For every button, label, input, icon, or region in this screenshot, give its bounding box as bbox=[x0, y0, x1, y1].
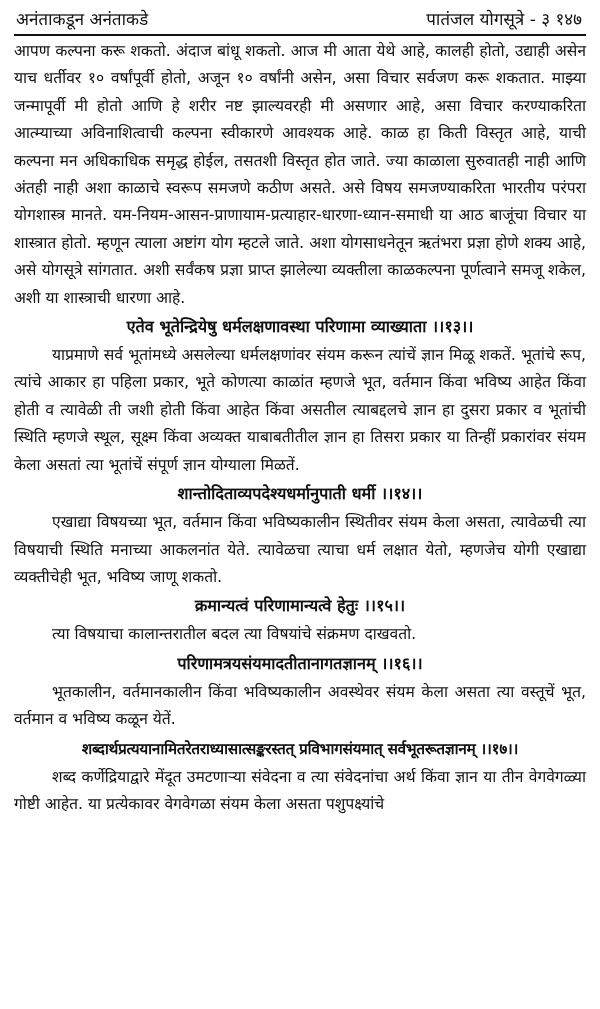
header-book-title: अनंताकडून अनंताकडे bbox=[16, 10, 149, 30]
sutra-heading: क्रमान्यत्वं परिणामान्यत्वे हेतुः ।।१५।। bbox=[194, 596, 406, 616]
sutra-heading: शान्तोदिताव्यपदेश्यधर्मानुपाती धर्मी ।।१४।। bbox=[177, 484, 423, 504]
sutra-heading: परिणामत्रयसंयमादतीतानागतज्ञानम् ।।१६।। bbox=[177, 653, 423, 673]
paragraph: याप्रमाणे सर्व भूतांमध्ये असलेल्या धर्मलक्षणांवर संयम करून त्यांचें ज्ञान मिळू शकतें. भूतांचे रूप, त्यांचे आकार हा पहिला प्रकार, भूते कोणत्या काळांत म्हणजे भूत, वर्तमान किंवा भविष्य आहेत किंवा होती व त्यावेळी ती जशी होती किंवा आहेत किंवा असतील त्याबद्दलचे ज्ञान हा दुसरा प्रकार व भूतांची स्थिति म्हणजे स्थूल, सूक्ष्म किंवा अव्यक्त याबाबतीतील ज्ञान हा तिसरा प्रकार या तिन्हीं प्रकारांवर संयम केला असतां त्या भूतांचें संपूर्ण ज्ञान योग्याला मिळतें. bbox=[14, 346, 586, 474]
sutra-heading: शब्दार्थप्रत्ययानामितरेतराध्यासात्सङ्करस्तत् प्रविभागसंयमात् सर्वभूतरूतज्ञानम् ।।१७।। bbox=[81, 739, 519, 758]
header-chapter-page: पातंजल योगसूत्रे - ३ १४७ bbox=[426, 10, 582, 30]
paragraph: एखाद्या विषयच्या भूत, वर्तमान किंवा भविष्यकालीन स्थितीवर संयम केला असता, त्यावेळची त्या विषयाची स्थिति मनाच्या आकलनांत येते. त्यावेळचा त्याचा धर्म लक्षात येतो, म्हणजेच योगी एखाद्या व्यक्तीचेही भूत, भविष्य जाणू शकतो. bbox=[14, 513, 586, 586]
paragraph: आपण कल्पना करू शकतो. अंदाज बांधू शकतो. आज मी आता येथे आहे, कालही होतो, उद्याही असेन याच धर्तीवर १० वर्षांपूर्वी होतो, अजून १० वर्षांनी असेन, असा विचार सर्वजण करू शकतात. माझ्या जन्मापूर्वी मी होतो आणि हे शरीर नष्ट झाल्यवरही मी असणार आहे, असा विचार करण्याकरिता आत्म्याच्या अविनाशित्वाची कल्पना स्वीकारणे आवश्यक आहे. काळ हा किती विस्तृत आहे, याची कल्पना मन अधिकाधिक समृद्ध होईल, तसतशी विस्तृत होत जाते. ज्या काळाला सुरुवातही नाही आणि अंतही नाही अशा काळाचे स्वरूप समजणे कठीण असते. असे विषय समजण्याकरिता भारतीय परंपरा योगशास्त्र मानते. यम-नियम-आसन-प्राणायाम-प्रत्याहार-धारणा-ध्यान-समाधी या आठ बाजूंचा विचार या शास्त्रात होतो. म्हणून त्याला अष्टांग योग म्हटले जाते. अशा योगसाधनेतून ऋतंभरा प्रज्ञा होणे शक्य आहे, असे योगसूत्रे सांगतात. अशी सर्वंकष प्रज्ञा प्राप्त झालेल्या व्यक्तीला काळकल्पना पूर्णत्वाने समजू शकेल, अशी या शास्त्राची धारणा आहे. bbox=[14, 42, 586, 307]
paragraph: शब्द कर्णेद्रियाद्वारे मेंदूत उमटणाऱ्या संवेदना व त्या संवेदनांचा अर्थ किंवा ज्ञान या तीन वेगवेगळ्या गोष्टी आहेत. या प्रत्येकावर वेगवेगळा संयम केला असता पशुपक्ष्यांचे bbox=[14, 767, 586, 813]
paragraph: त्या विषयाचा कालान्तरातील बदल त्या विषयांचे संक्रमण दाखवतो. bbox=[52, 625, 417, 644]
paragraph: भूतकालीन, वर्तमानकालीन किंवा भविष्यकालीन अवस्थेवर संयम केला असता त्या वस्तूचें भूत, वर्तमान व भविष्य कळून येतें. bbox=[14, 682, 586, 729]
sutra-heading: एतेव भूतेन्द्रियेषु धर्मलक्षणावस्था परिणामा व्याख्याता ।।१३।। bbox=[126, 317, 474, 337]
page-body bbox=[14, 38, 586, 818]
running-header bbox=[14, 6, 586, 36]
